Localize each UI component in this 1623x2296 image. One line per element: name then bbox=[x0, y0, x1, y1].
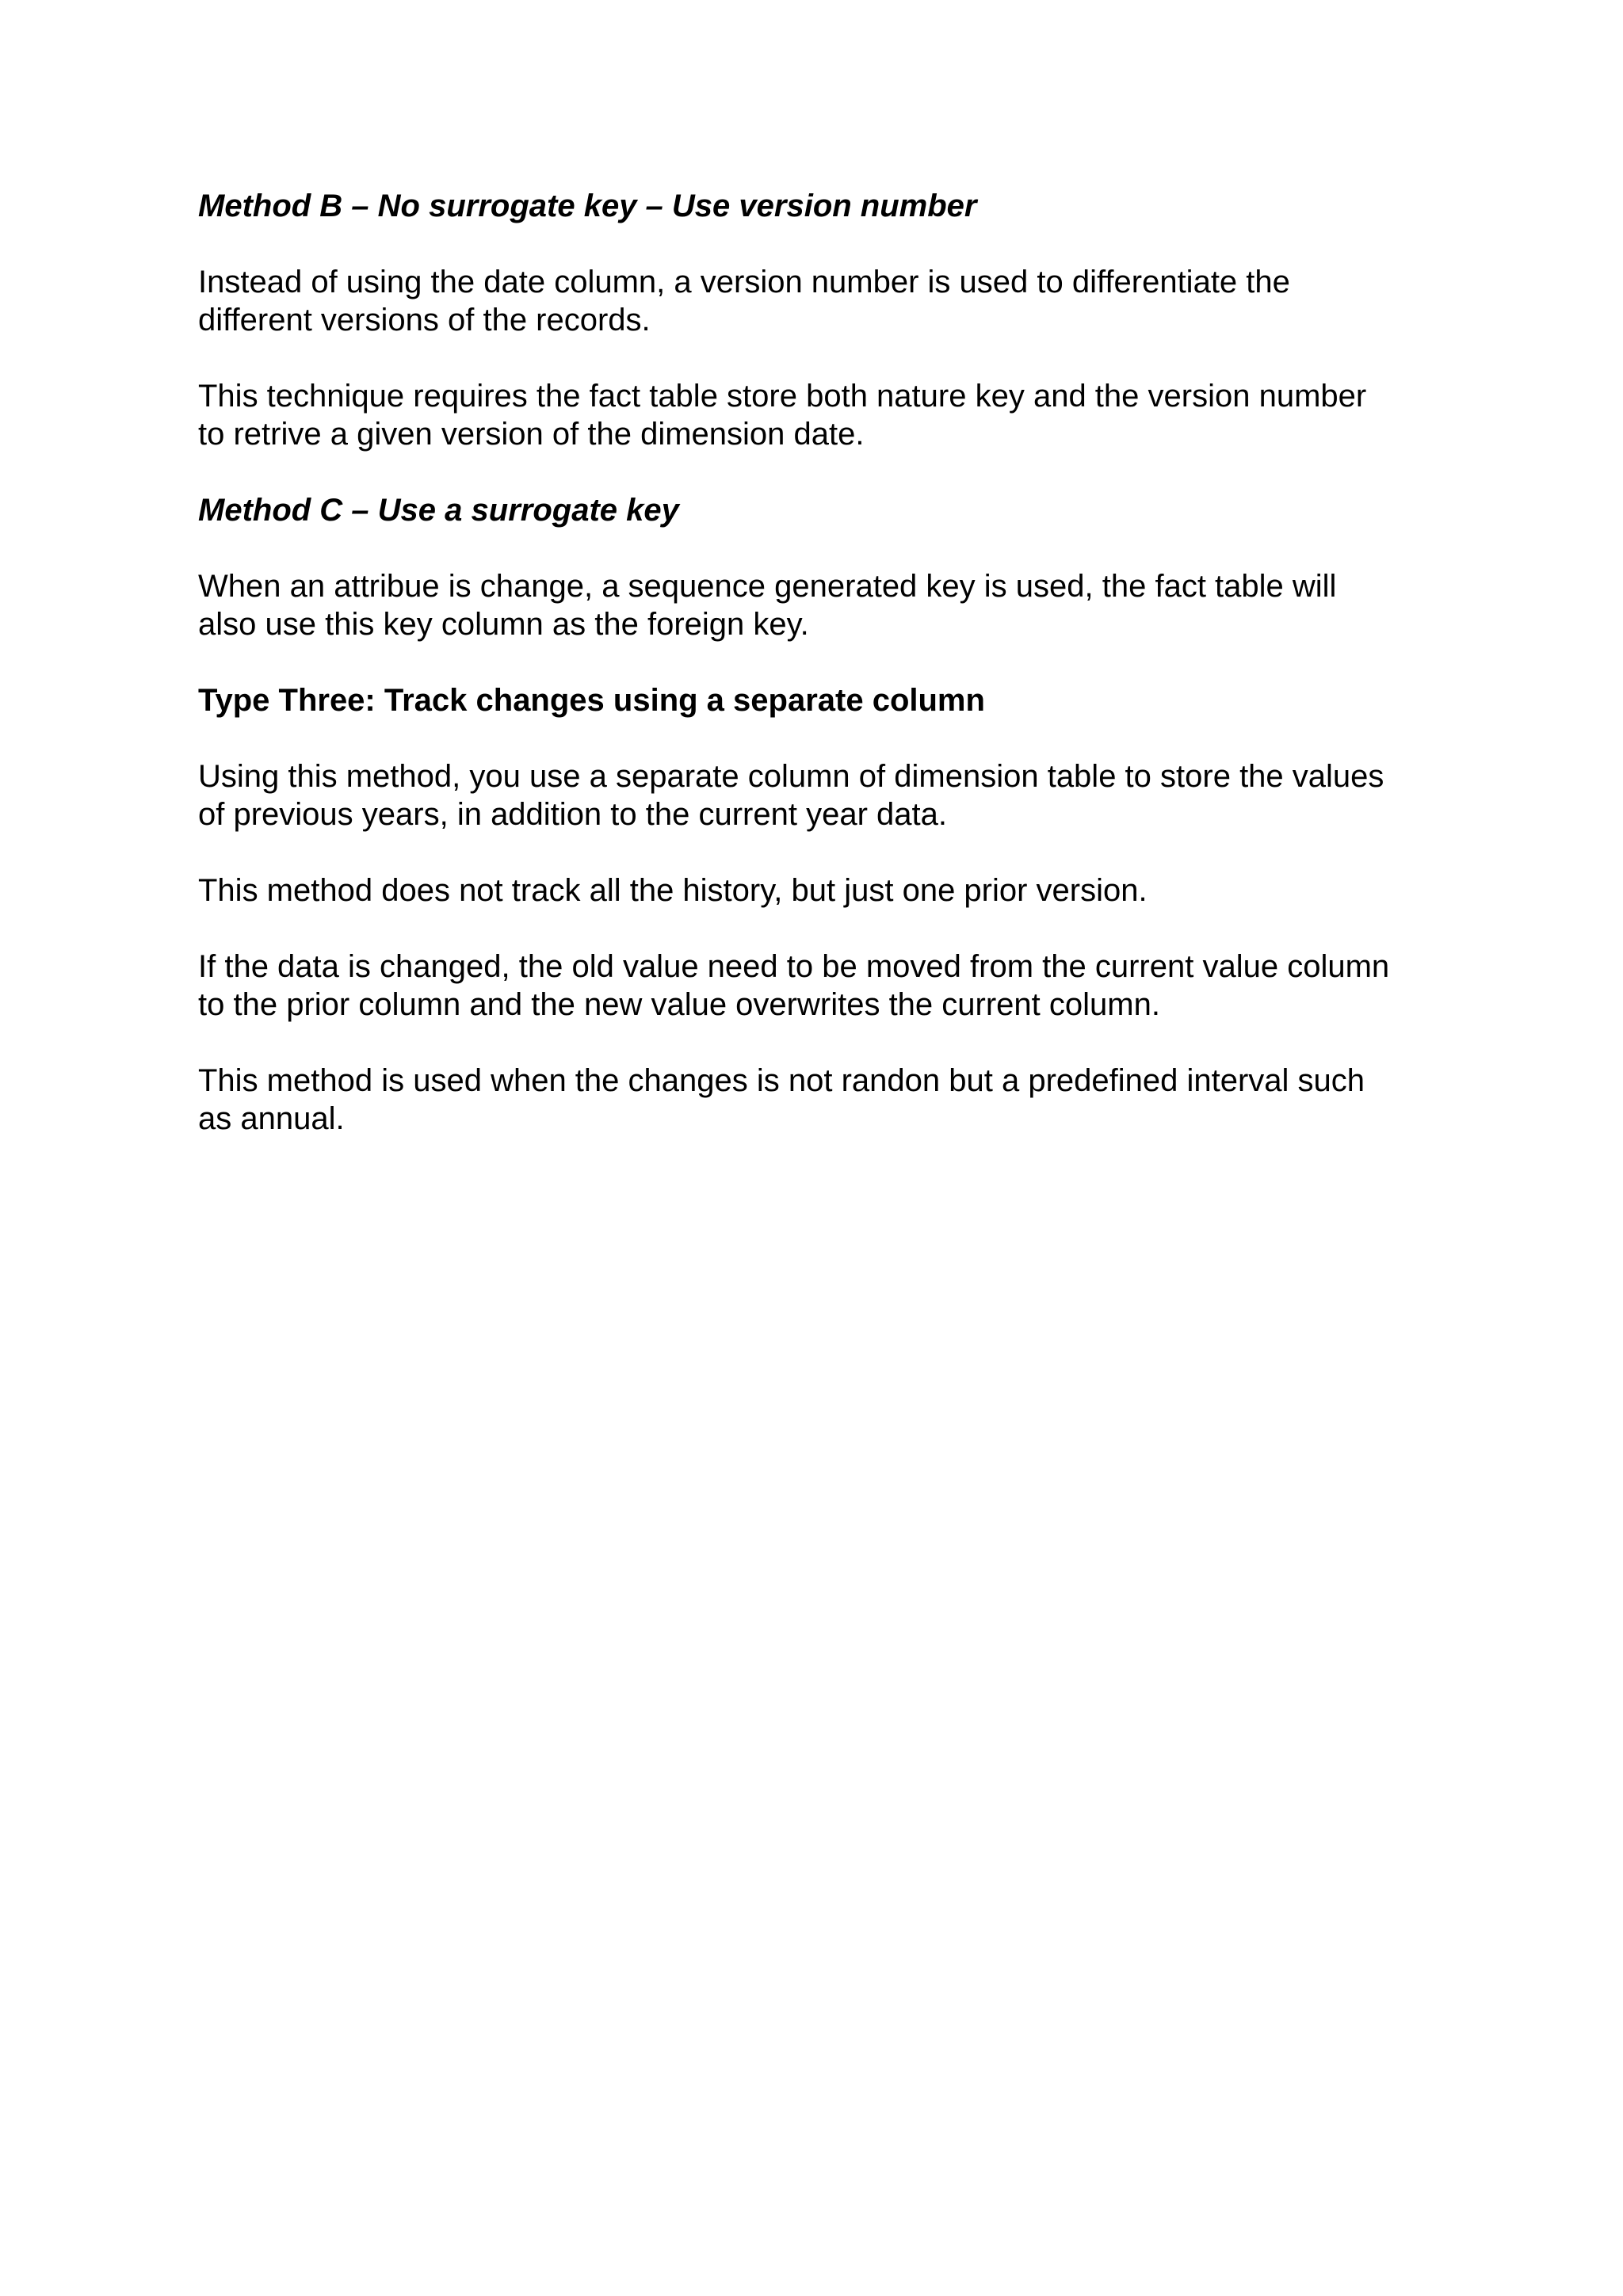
paragraph-method-b-fact-table bbox=[198, 377, 1442, 453]
heading-type-three bbox=[198, 681, 1442, 719]
paragraph-line: When an attribue is change, a sequence generated key is used, the fact table will bbox=[198, 569, 1337, 604]
paragraph-line: If the data is changed, the old value need to be moved from the current value column bbox=[198, 949, 1390, 984]
paragraph-line: different versions of the records. bbox=[198, 303, 651, 338]
paragraph-type-three-history bbox=[198, 871, 1442, 910]
paragraph-line: as annual. bbox=[198, 1101, 345, 1136]
paragraph-line: This technique requires the fact table store both nature key and the version number bbox=[198, 379, 1367, 414]
paragraph-line: also use this key column as the foreign key. bbox=[198, 607, 809, 642]
paragraph-line: to retrive a given version of the dimension date. bbox=[198, 417, 865, 452]
heading-type-three-text: Type Three: Track changes using a separate column bbox=[198, 683, 985, 718]
paragraph-line: This method does not track all the history, but just one prior version. bbox=[198, 873, 1148, 908]
paragraph-line: Instead of using the date column, a version number is used to differentiate the bbox=[198, 265, 1290, 299]
paragraph-line: This method is used when the changes is not randon but a predefined interval such bbox=[198, 1063, 1365, 1098]
document-page bbox=[198, 187, 1442, 1176]
paragraph-type-three-separate-column bbox=[198, 757, 1442, 833]
heading-method-b-text: Method B – No surrogate key – Use version number bbox=[198, 189, 977, 223]
paragraph-line: to the prior column and the new value overwrites the current column. bbox=[198, 987, 1160, 1022]
paragraph-type-three-data-changed bbox=[198, 948, 1442, 1024]
paragraph-line: of previous years, in addition to the current year data. bbox=[198, 797, 947, 832]
paragraph-type-three-interval bbox=[198, 1062, 1442, 1138]
paragraph-line: Using this method, you use a separate column of dimension table to store the values bbox=[198, 759, 1384, 794]
paragraph-method-c bbox=[198, 567, 1442, 643]
heading-method-c-text: Method C – Use a surrogate key bbox=[198, 493, 679, 528]
heading-method-b bbox=[198, 187, 1442, 225]
paragraph-method-b-version-number bbox=[198, 263, 1442, 339]
heading-method-c bbox=[198, 491, 1442, 529]
